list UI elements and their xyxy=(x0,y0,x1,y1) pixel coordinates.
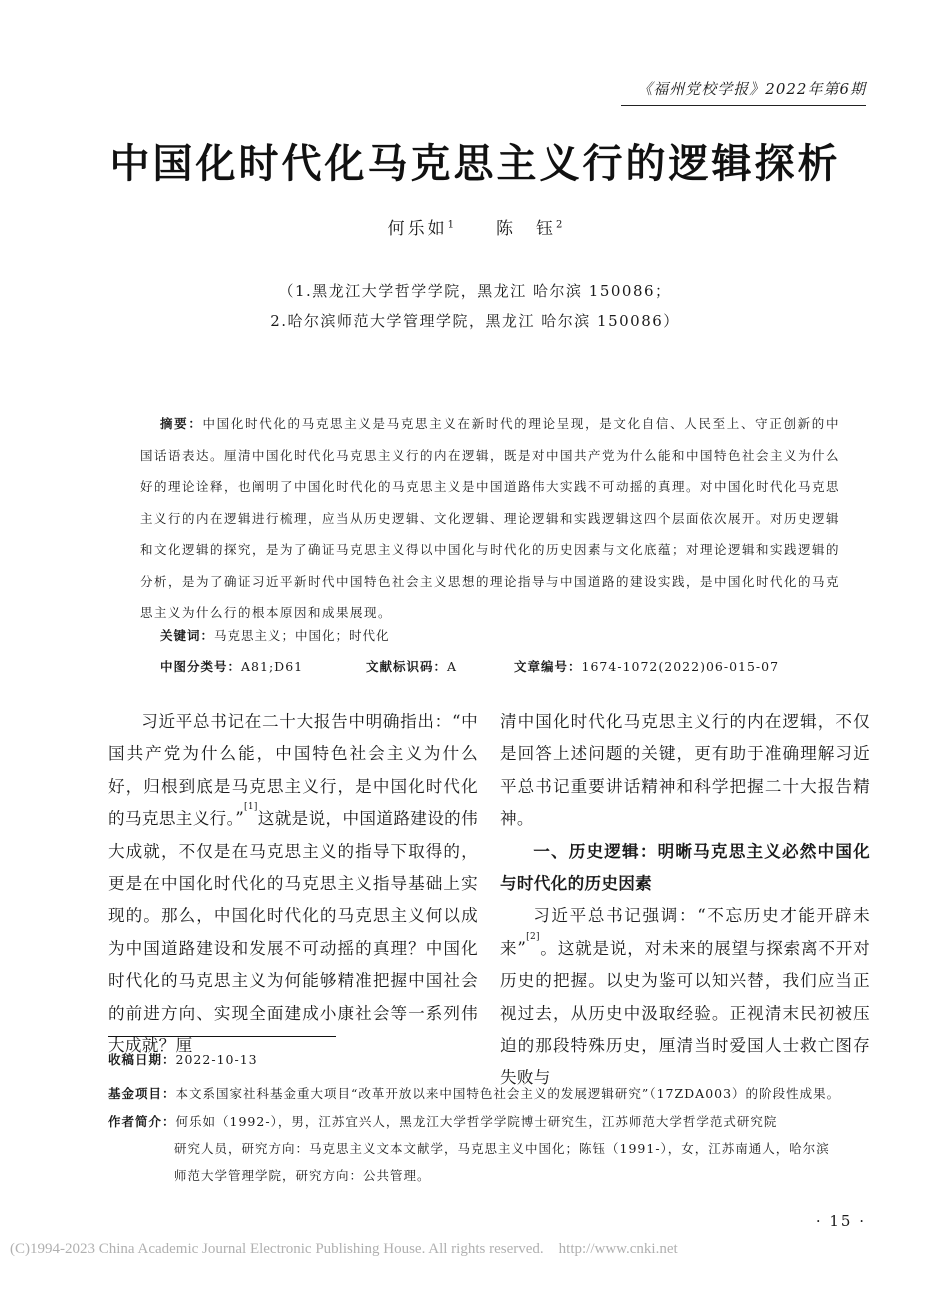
abstract-text: 中国化时代化的马克思主义是马克思主义在新时代的理论呈现，是文化自信、人民至上、守正创新的中国话语表达。厘清中国化时代化马克思主义行的内在逻辑，既是对中国共产党为什么能和中国特色社会主义为什么好的理论诠释，也阐明了中国化时代化的马克思主义是中国道路伟大实践不可动摇的真理。对中国化时代化马克思主义行的内在逻辑进行梳理，应当从历史逻辑、文化逻辑、理论逻辑和实践逻辑这四个层面依次展开。对历史逻辑和文化逻辑的探究，是为了确证马克思主义得以中国化与时代化的历史因素与文化底蕴；对理论逻辑和实践逻辑的分析，是为了确证习近平新时代中国特色社会主义思想的理论指导与中国道路的建设实践，是中国化时代化的马克思主义为什么行的根本原因和成果展现。 xyxy=(140,416,841,620)
author-name: 陈 钰 xyxy=(496,219,557,239)
author-line xyxy=(0,214,950,239)
footnote-author-bio: 作者简介：何乐如（1992-），男，江苏宜兴人，黑龙江大学哲学学院博士研究生，江苏师范大学哲学范式研究院 研究人员，研究方向：马克思主义文本文献学，马克思主义中国化；陈钰（1991-），女，江苏南通人，哈尔滨 师范大学管理学院，研究方向：公共管理。 xyxy=(108,1108,878,1189)
citation-ref[interactable]: [2] xyxy=(526,931,540,942)
footnote-received: 收稿日期：2022-10-13 xyxy=(108,1052,258,1067)
footnote-fund: 基金项目：本文系国家社科基金重大项目“改革开放以来中国特色社会主义的发展逻辑研究”（17ZDA003）的阶段性成果。 xyxy=(108,1086,841,1101)
bio-line: 师范大学管理学院，研究方向：公共管理。 xyxy=(174,1168,431,1183)
clc-label: 中图分类号 xyxy=(160,659,228,674)
clc-value: A81;D61 xyxy=(241,659,304,674)
article-number-value: 1674-1072(2022)06-015-07 xyxy=(581,659,780,674)
abstract-label: 摘要 xyxy=(160,416,189,431)
article-number: 文章编号：1674-1072(2022)06-015-07 xyxy=(514,659,780,674)
received-value: 2022-10-13 xyxy=(175,1052,258,1067)
received-label: 收稿日期 xyxy=(108,1052,163,1067)
watermark-url[interactable]: http://www.cnki.net xyxy=(558,1241,678,1257)
copyright-text: (C)1994-2023 China Academic Journal Electronic Publishing House. All rights reserved. xyxy=(10,1241,544,1257)
journal-header: 《福州党校学报》2022年第6期 xyxy=(621,78,866,106)
bio-line: 何乐如（1992-），男，江苏宜兴人，黑龙江大学哲学学院博士研究生，江苏师范大学哲学范式研究院 xyxy=(175,1114,778,1129)
author-affil-mark: 1 xyxy=(447,219,454,231)
document-code: 文献标识码：A xyxy=(366,659,458,674)
body-text: 习近平总书记在二十大报告中明确指出：“中国共产党为什么能，中国特色社会主义为什么好，归根到底是马克思主义行，是中国化时代化的马克思主义行。” xyxy=(108,712,478,829)
body-column-left xyxy=(108,706,478,1062)
body-paragraph xyxy=(108,706,478,1062)
fund-value: 本文系国家社科基金重大项目“改革开放以来中国特色社会主义的发展逻辑研究”（17ZDA003）的阶段性成果。 xyxy=(175,1086,841,1101)
affiliation-line: （1.黑龙江大学哲学学院，黑龙江 哈尔滨 150086； xyxy=(278,282,672,300)
section-heading: 一、历史逻辑：明晰马克思主义必然中国化与时代化的历史因素 xyxy=(500,841,870,894)
doc-code-label: 文献标识码 xyxy=(366,659,434,674)
body-column-right xyxy=(500,706,870,1095)
page-number: · 15 · xyxy=(815,1212,866,1230)
clc-number: 中图分类号：A81;D61 xyxy=(160,659,304,674)
article-title: 中国化时代化马克思主义行的逻辑探析 xyxy=(109,141,841,187)
author-affil-mark: 2 xyxy=(556,219,563,231)
body-text: 这就是说，中国道路建设的伟大成就，不仅是在马克思主义的指导下取得的，更是在中国化时代化的马克思主义指导基础上实现的。那么，中国化时代化的马克思主义何以成为中国道路建设和发展不可动摇的真理？中国化时代化的马克思主义为何能够精准把握中国社会的前进方向、实现全面建成小康社会等一系列伟大成就？厘 xyxy=(108,809,478,1056)
doc-code-value: A xyxy=(447,659,458,674)
body-text: 习近平总书记强调：“不忘历史才能开辟未来” xyxy=(500,906,870,958)
keywords-text: 马克思主义；中国化；时代化 xyxy=(214,628,390,643)
citation-ref[interactable]: [1] xyxy=(244,802,258,813)
copyright-watermark xyxy=(10,1241,678,1258)
keywords: 关键词：马克思主义；中国化；时代化 xyxy=(160,628,390,643)
bio-label: 作者简介 xyxy=(108,1114,163,1129)
body-paragraph: 清中国化时代化马克思主义行的内在逻辑，不仅是回答上述问题的关键，更有助于准确理解习近平总书记重要讲话精神和科学把握二十大报告精神。 xyxy=(500,712,870,829)
author-name: 何乐如 xyxy=(387,219,448,239)
affiliation-line: 2.哈尔滨师范大学管理学院，黑龙江 哈尔滨 150086） xyxy=(270,312,680,330)
bio-line: 研究人员，研究方向：马克思主义文本文献学，马克思主义中国化；陈钰（1991-），女，江苏南通人，哈尔滨 xyxy=(174,1141,830,1156)
body-text: 。这就是说，对未来的展望与探索离不开对历史的把握。以史为鉴可以知兴替，我们应当正视过去，从历史中汲取经验。正视清末民初被压迫的那段特殊历史，厘清当时爱国人士救亡图存失败与 xyxy=(500,938,870,1088)
keywords-label: 关键词 xyxy=(160,628,201,643)
footnote-divider xyxy=(108,1036,336,1037)
fund-label: 基金项目 xyxy=(108,1086,163,1101)
abstract: 摘要：中国化时代化的马克思主义是马克思主义在新时代的理论呈现，是文化自信、人民至上、守正创新的中国话语表达。厘清中国化时代化马克思主义行的内在逻辑，既是对中国共产党为什么能和中国特色社会主义为什么好的理论诠释，也阐明了中国化时代化的马克思主义是中国道路伟大实践不可动摇的真理。对中国化时代化马克思主义行的内在逻辑进行梳理，应当从历史逻辑、文化逻辑、理论逻辑和实践逻辑这四个层面依次展开。对历史逻辑和文化逻辑的探究，是为了确证马克思主义得以中国化与时代化的历史因素与文化底蕴；对理论逻辑和实践逻辑的分析，是为了确证习近平新时代中国特色社会主义思想的理论指导与中国道路的建设实践，是中国化时代化的马克思主义为什么行的根本原因和成果展现。 xyxy=(140,416,841,620)
article-number-label: 文章编号 xyxy=(514,659,569,674)
